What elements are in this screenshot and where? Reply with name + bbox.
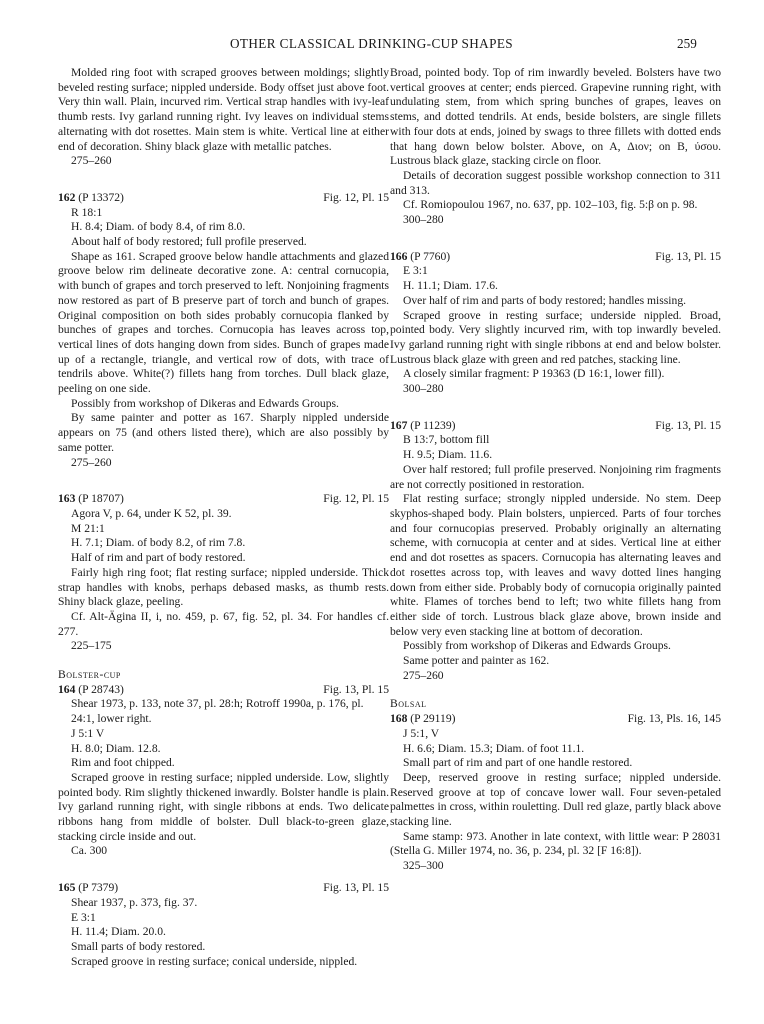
- deposit: J 5:1 V: [71, 726, 105, 740]
- entry-heading: [58, 683, 389, 698]
- date-range: 300–280: [403, 382, 444, 396]
- workshop-note: Possibly from workshop of Dikeras and Edwards Groups.: [403, 639, 671, 653]
- date-range: 225–175: [71, 639, 112, 653]
- figure-reference: Fig. 13, Pls. 16, 145: [627, 712, 721, 726]
- comparanda-note: Cf. Alt-Ägina II, i, no. 459, p. 67, fig. 52, pl. 34. For handles cf. 277.: [58, 609, 389, 638]
- figure-reference: Fig. 13, Pl. 15: [323, 682, 389, 696]
- page-header: [0, 36, 764, 56]
- inventory-number: (P 18707): [78, 492, 124, 506]
- inventory-number: (P 28743): [78, 682, 124, 696]
- deposit: J 5:1, V: [403, 726, 440, 740]
- catalog-entry-167: [390, 419, 721, 684]
- dimensions: H. 8.4; Diam. of body 8.4, of rim 8.0.: [71, 220, 246, 234]
- entry-number: 168: [390, 712, 408, 726]
- entry-165-comparanda: Cf. Romiopoulou 1967, no. 637, pp. 102–103, fig. 5:β on p. 98.: [403, 198, 698, 212]
- bibliography: Agora V, p. 64, under K 52, pl. 39.: [71, 506, 232, 520]
- inventory-number: (P 7379): [78, 881, 119, 895]
- figure-reference: Fig. 12, Pl. 15: [323, 190, 389, 204]
- comparanda-note: A closely similar fragment: P 19363 (D 16:1, lower fill).: [403, 367, 665, 381]
- left-column: [58, 66, 389, 969]
- entry-heading: [58, 881, 389, 896]
- entry-161-description: Molded ring foot with scraped grooves between moldings; slightly beveled resting surface; nippled underside. Body offset just above foot. Very thin wall. Plain, incurved rim. Vertical strap handles with ivy-leaf thumb rests. Ivy garland running right. Ivy leaves on individual stems alternating with dot rosettes. Main stem is white. Vertical line at either end of decoration. Shiny black glaze with metallic patches.: [58, 66, 389, 153]
- date-range: 275–260: [403, 668, 444, 682]
- dimensions: H. 9.5; Diam. 11.6.: [403, 448, 493, 462]
- dimensions: H. 8.0; Diam. 12.8.: [71, 741, 161, 755]
- entry-number: 164: [58, 682, 76, 696]
- entry-165-workshop-note: Details of decoration suggest possible workshop connection to 311 and 313.: [390, 168, 721, 197]
- dimensions: H. 11.4; Diam. 20.0.: [71, 925, 166, 939]
- entry-161-date: 275–260: [71, 154, 112, 168]
- figure-reference: Fig. 12, Pl. 15: [323, 492, 389, 506]
- bibliography: Shear 1937, p. 373, fig. 37.: [71, 895, 198, 909]
- page-number: 259: [677, 36, 697, 51]
- entry-165-description-continued: Broad, pointed body. Top of rim inwardly beveled. Bolsters have two vertical grooves at center; ends pierced. Grapevine running right, with undulating stem, from which spring bunches of grapes, leaves on stems, and dotted tendrils. At ends, beside bolsters, are single fillets with four dots at ends, joined by swags to three fillets with dotted ends that hang down below bolster. Above, on A, Διον; on B, ύσου. Lustrous black glaze, stacking circle on floor.: [390, 66, 721, 168]
- inventory-number: (P 7760): [410, 249, 451, 263]
- description: Flat resting surface; strongly nippled underside. No stem. Deep skyphos-shaped body. Plain bolsters, unpierced. Parts of four torches and four cornucopias preserved. Probably originally an alternating scheme, with cornucopia at center and at sides. Vertical line at either end and dot rosettes as spacers. Cornucopia has alternating leaves and dot rosettes across top, with leaves and wavy dotted lines hanging down from either side. Probably body of cornucopia originally painted white. Flames of torches bend to left; two white fillets hang from either side of torch. Lustrous black glaze above, brown inside and below very even stacking line at bottom of decoration.: [390, 492, 721, 638]
- preservation: Over half restored; full profile preserved. Nonjoining rim fragments are not correctly positioned in restoration.: [390, 462, 721, 491]
- catalog-entry-168: [390, 712, 721, 874]
- catalog-entry-166: [390, 250, 721, 397]
- entry-number: 166: [390, 249, 408, 263]
- preservation: About half of body restored; full profile preserved.: [71, 235, 307, 249]
- figure-reference: Fig. 13, Pl. 15: [323, 881, 389, 895]
- description: Scraped groove in resting surface; underside nippled. Broad, pointed body. Very slightly incurved rim, with top inwardly beveled. Ivy garland running right with single ribbons at end and below bolster. Lustrous black glaze with green and red patches, stacking line.: [390, 308, 721, 366]
- entry-heading: [390, 712, 721, 727]
- figure-reference: Fig. 13, Pl. 15: [655, 249, 721, 263]
- figure-reference: Fig. 13, Pl. 15: [655, 418, 721, 432]
- description: Fairly high ring foot; flat resting surface; nippled underside. Thick strap handles with knobs, perhaps debased masks, as thumb rests. Shiny black glaze, peeling.: [58, 565, 389, 609]
- deposit: E 3:1: [403, 264, 428, 278]
- entry-165-date: 300–280: [403, 213, 444, 227]
- entry-number: 163: [58, 492, 76, 506]
- catalog-entry-164: [58, 683, 389, 859]
- preservation: Small parts of body restored.: [71, 939, 206, 953]
- deposit: M 21:1: [71, 521, 105, 535]
- entry-heading: [58, 191, 389, 206]
- dimensions: H. 11.1; Diam. 17.6.: [403, 279, 498, 293]
- catalog-entry-162: [58, 191, 389, 470]
- entry-heading: [390, 250, 721, 265]
- comparanda-note: Same stamp: 973. Another in late context, with little wear: P 28031 (Stella G. Miller 1974, no. 36, p. 234, pl. 32 [F 16:8]).: [390, 829, 721, 858]
- comparanda-note: Same potter and painter as 162.: [403, 654, 550, 668]
- dimensions: H. 7.1; Diam. of body 8.2, of rim 7.8.: [71, 536, 246, 550]
- entry-number: 165: [58, 881, 76, 895]
- preservation: Rim and foot chipped.: [71, 756, 175, 770]
- preservation: Over half of rim and parts of body restored; handles missing.: [403, 293, 687, 307]
- description: Scraped groove in resting surface; nippled underside. Low, slightly pointed body. Rim slightly thickened inwardly. Bolster handle is plain. Ivy garland running right, with single ribbons at ends. Two delicate ribbons hang from middle of bolster. Dull black-to-green glaze, stacking circle inside and out.: [58, 770, 389, 843]
- entry-heading: [58, 492, 389, 507]
- dimensions: H. 6.6; Diam. 15.3; Diam. of foot 11.1.: [403, 741, 585, 755]
- running-head: OTHER CLASSICAL DRINKING-CUP SHAPES: [230, 36, 514, 51]
- preservation: Half of rim and part of body restored.: [71, 551, 246, 565]
- description: Scraped groove in resting surface; conical underside, nippled.: [71, 954, 358, 968]
- description: Shape as 161. Scraped groove below handle attachments and glazed groove below rim delineate decorative zone. A: central cornucopia, with bunch of grapes and torch preserved to left. Nonjoining fragments now restored as part of B preserve part of torch and bunch of grapes. Original composition on both sides probably cornucopia flanked by bunches of grapes and torches. Cornucopia has leaves across top, vertical lines of dots hanging down from sides. Bunch of grapes made up of a rectangle, triangle, and vertical row of dots, with trace of tendrils above. White(?) fillets hang from torches. Dull black glaze, peeling on one side.: [58, 249, 389, 396]
- inventory-number: (P 11239): [410, 418, 456, 432]
- inventory-number: (P 29119): [410, 712, 456, 726]
- comparanda-note: By same painter and potter as 167. Sharply nippled underside appears on 75 (and others listed there), which are also possibly by same potter.: [58, 411, 389, 454]
- workshop-note: Possibly from workshop of Dikeras and Edwards Groups.: [71, 396, 339, 410]
- right-column: [390, 66, 721, 874]
- deposit: B 13:7, bottom fill: [403, 433, 490, 447]
- description: Deep, reserved groove in resting surface; nippled underside. Reserved groove at top of concave lower wall. Four seven-petaled palmettes in cross, within rouletting. Dull red glaze, partly black above stacking line.: [390, 770, 721, 829]
- bibliography: Shear 1973, p. 133, note 37, pl. 28:h; Rotroff 1990a, p. 176, pl. 24:1, lower right.: [71, 697, 364, 726]
- deposit: E 3:1: [71, 910, 96, 924]
- entry-number: 167: [390, 418, 408, 432]
- date-range: 325–300: [403, 859, 444, 873]
- date-range: Ca. 300: [71, 844, 108, 858]
- section-heading-bolster-cup: Bolster-cup: [58, 668, 121, 682]
- entry-heading: [390, 419, 721, 434]
- section-heading-bolsal: Bolsal: [390, 697, 427, 711]
- preservation: Small part of rim and part of one handle restored.: [403, 756, 633, 770]
- catalog-entry-165: [58, 881, 389, 969]
- catalog-entry-163: [58, 492, 389, 654]
- deposit: R 18:1: [71, 205, 103, 219]
- inventory-number: (P 13372): [78, 190, 124, 204]
- date-range: 275–260: [71, 455, 112, 469]
- entry-number: 162: [58, 190, 76, 204]
